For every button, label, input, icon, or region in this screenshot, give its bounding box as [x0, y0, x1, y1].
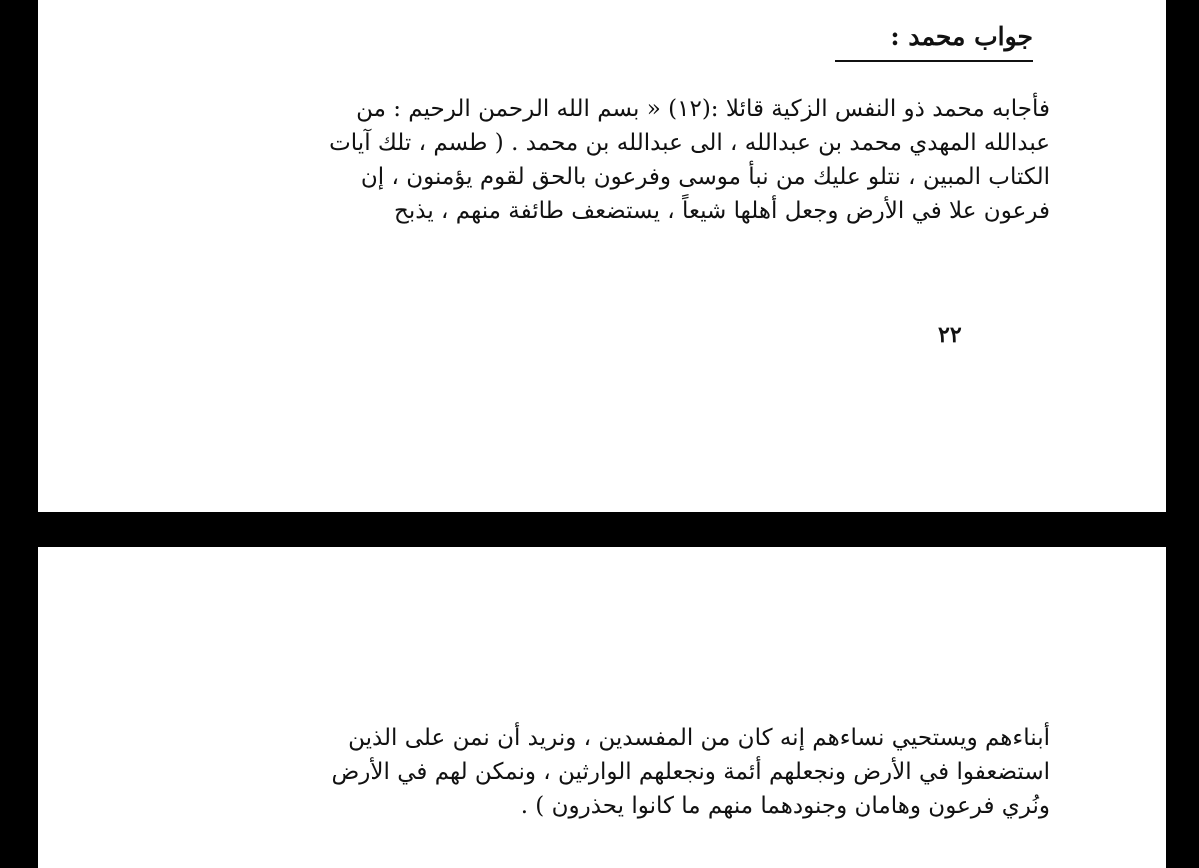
paragraph-top — [178, 92, 1050, 228]
text-line: فأجابه محمد ذو النفس الزكية قائلا :(١٢) « بسم الله الرحمن الرحيم : من — [356, 96, 1050, 122]
paragraph-bottom — [178, 721, 1050, 823]
page-number: ٢٢ — [938, 322, 962, 348]
document-page-top — [38, 0, 1166, 512]
section-heading: جواب محمد : — [835, 17, 1033, 62]
text-line: استضعفوا في الأرض ونجعلهم أئمة ونجعلهم الوارثين ، ونمكن لهم في الأرض — [331, 759, 1050, 785]
document-page-bottom — [38, 547, 1166, 868]
text-line: الكتاب المبين ، نتلو عليك من نبأ موسى وفرعون بالحق لقوم يؤمنون ، إن — [360, 164, 1050, 190]
text-line: فرعون علا في الأرض وجعل أهلها شيعاً ، يستضعف طائفة منهم ، يذبح — [394, 198, 1050, 224]
cutoff-text-remnant — [508, 0, 628, 5]
text-line: عبدالله المهدي محمد بن عبدالله ، الى عبدالله بن محمد . ( طسم ، تلك آيات — [329, 130, 1050, 156]
text-line: أبناءهم ويستحيي نساءهم إنه كان من المفسدين ، ونريد أن نمن على الذين — [348, 725, 1050, 751]
text-line: ونُري فرعون وهامان وجنودهما منهم ما كانوا يحذرون ) . — [520, 793, 1050, 819]
